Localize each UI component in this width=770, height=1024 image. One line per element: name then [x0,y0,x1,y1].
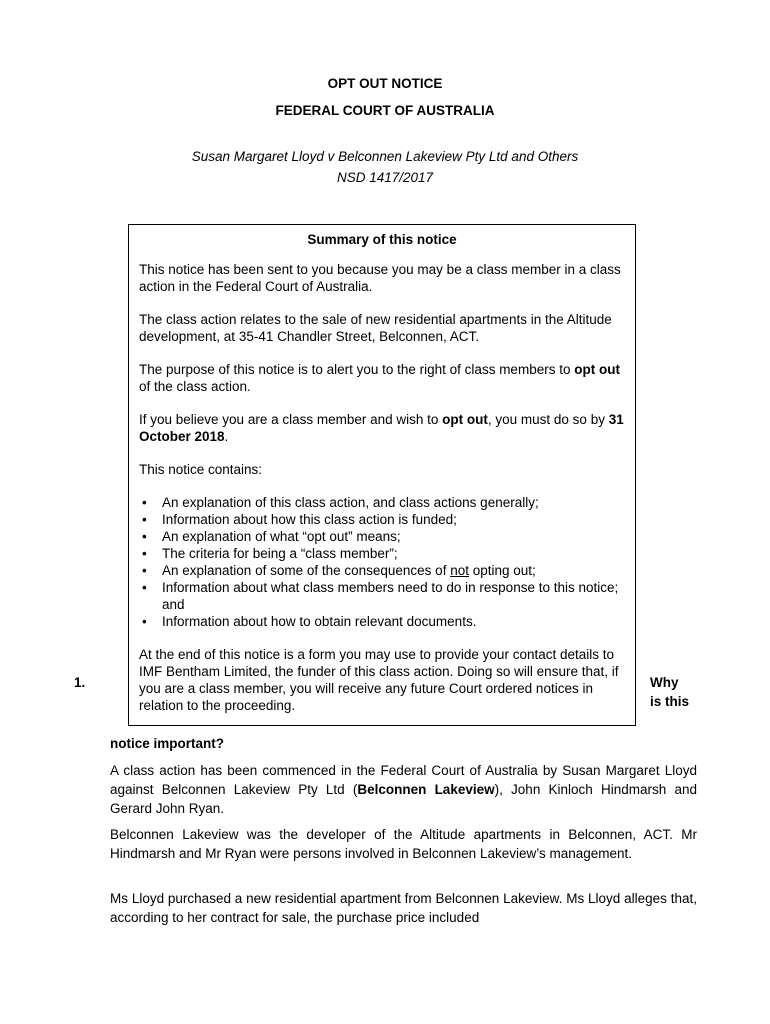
body-paragraph-1 [110,761,697,818]
text-segment: If you believe you are a class member and wish to [139,412,443,427]
text-segment: of the class action. [139,379,251,394]
summary-paragraph-3 [139,361,625,395]
list-item-text: Information about how this class action is funded; [162,512,457,527]
section-heading-fragment [650,673,689,711]
text-segment: The purpose of this notice is to alert you to the right of class members to [139,362,575,377]
summary-title: Summary of this notice [307,232,457,247]
list-item-text: An explanation of this class action, and class actions generally; [162,495,539,510]
list-item [139,528,625,545]
text-segment: , you must do so by [487,412,609,427]
list-item [139,511,625,528]
case-number: NSD 1417/2017 [336,170,434,185]
bullet-icon: • [142,614,147,629]
emphasis-opt-out: opt out [574,362,620,377]
list-item-text: An explanation of what “opt out” means; [162,529,401,544]
bullet-icon: • [142,512,147,527]
heading-word: Why [650,675,679,690]
summary-box [128,224,636,726]
page-title: OPT OUT NOTICE [327,76,443,91]
bullet-icon: • [142,546,147,561]
text-segment: . [224,429,229,444]
list-item [139,494,625,511]
text-segment: ), John Kinloch Hindmarsh and Gerard John Ryan. [110,782,697,816]
emphasis-opt-out: opt out [442,412,488,427]
summary-paragraph-4 [139,411,625,445]
bullet-icon: • [142,495,147,510]
summary-paragraph-2: The class action relates to the sale of new residential apartments in the Altitude development, at 35-41 Chandler Street, Belconnen, ACT. [139,312,612,344]
court-name: FEDERAL COURT OF AUSTRALIA [275,103,495,118]
contents-list [139,494,625,630]
contains-label: This notice contains: [139,462,263,477]
body-paragraph-2: Belconnen Lakeview was the developer of the Altitude apartments in Belconnen, ACT. Mr Hindmarsh and Mr Ryan were persons involved in Belconnen Lakeview’s management. [110,827,697,861]
heading-word: is this [650,694,690,709]
section-number: 1. [74,675,86,690]
list-item [139,579,625,613]
summary-paragraph-5: At the end of this notice is a form you may use to provide your contact details to IMF Bentham Limited, the funder of this class action. Doing so will ensure that, if you are a class member, you will receive any future Court ordered notices in relation to the proceeding. [139,647,619,713]
list-item-text: The criteria for being a “class member”; [162,546,398,561]
summary-paragraph-1: This notice has been sent to you because you may be a class member in a class action in the Federal Court of Australia. [139,262,621,294]
bullet-icon: • [142,529,147,544]
deadline-date: 31 October 2018 [139,412,624,444]
list-item [139,562,625,579]
list-item [139,545,625,562]
underlined-word: not [450,563,469,578]
text-segment: A class action has been commenced in the Federal Court of Australia by Susan Margaret Lloyd against Belconnen Lakeview Pty Ltd ( [110,763,697,797]
body-paragraph-3: Ms Lloyd purchased a new residential apartment from Belconnen Lakeview. Ms Lloyd alleges that, according to her contract for sale, the purchase price included [110,891,697,925]
list-item-text: opting out; [468,563,536,578]
list-item-text: An explanation of some of the consequences of [162,563,451,578]
list-item-text: Information about what class members need to do in response to this notice; and [162,580,619,612]
bullet-icon: • [142,580,147,595]
list-item-text: Information about how to obtain relevant documents. [162,614,477,629]
bullet-icon: • [142,563,147,578]
section-heading: notice important? [110,736,224,751]
list-item [139,613,625,630]
defined-term: Belconnen Lakeview [357,782,495,797]
case-name: Susan Margaret Lloyd v Belconnen Lakeview Pty Ltd and Others [191,149,579,164]
